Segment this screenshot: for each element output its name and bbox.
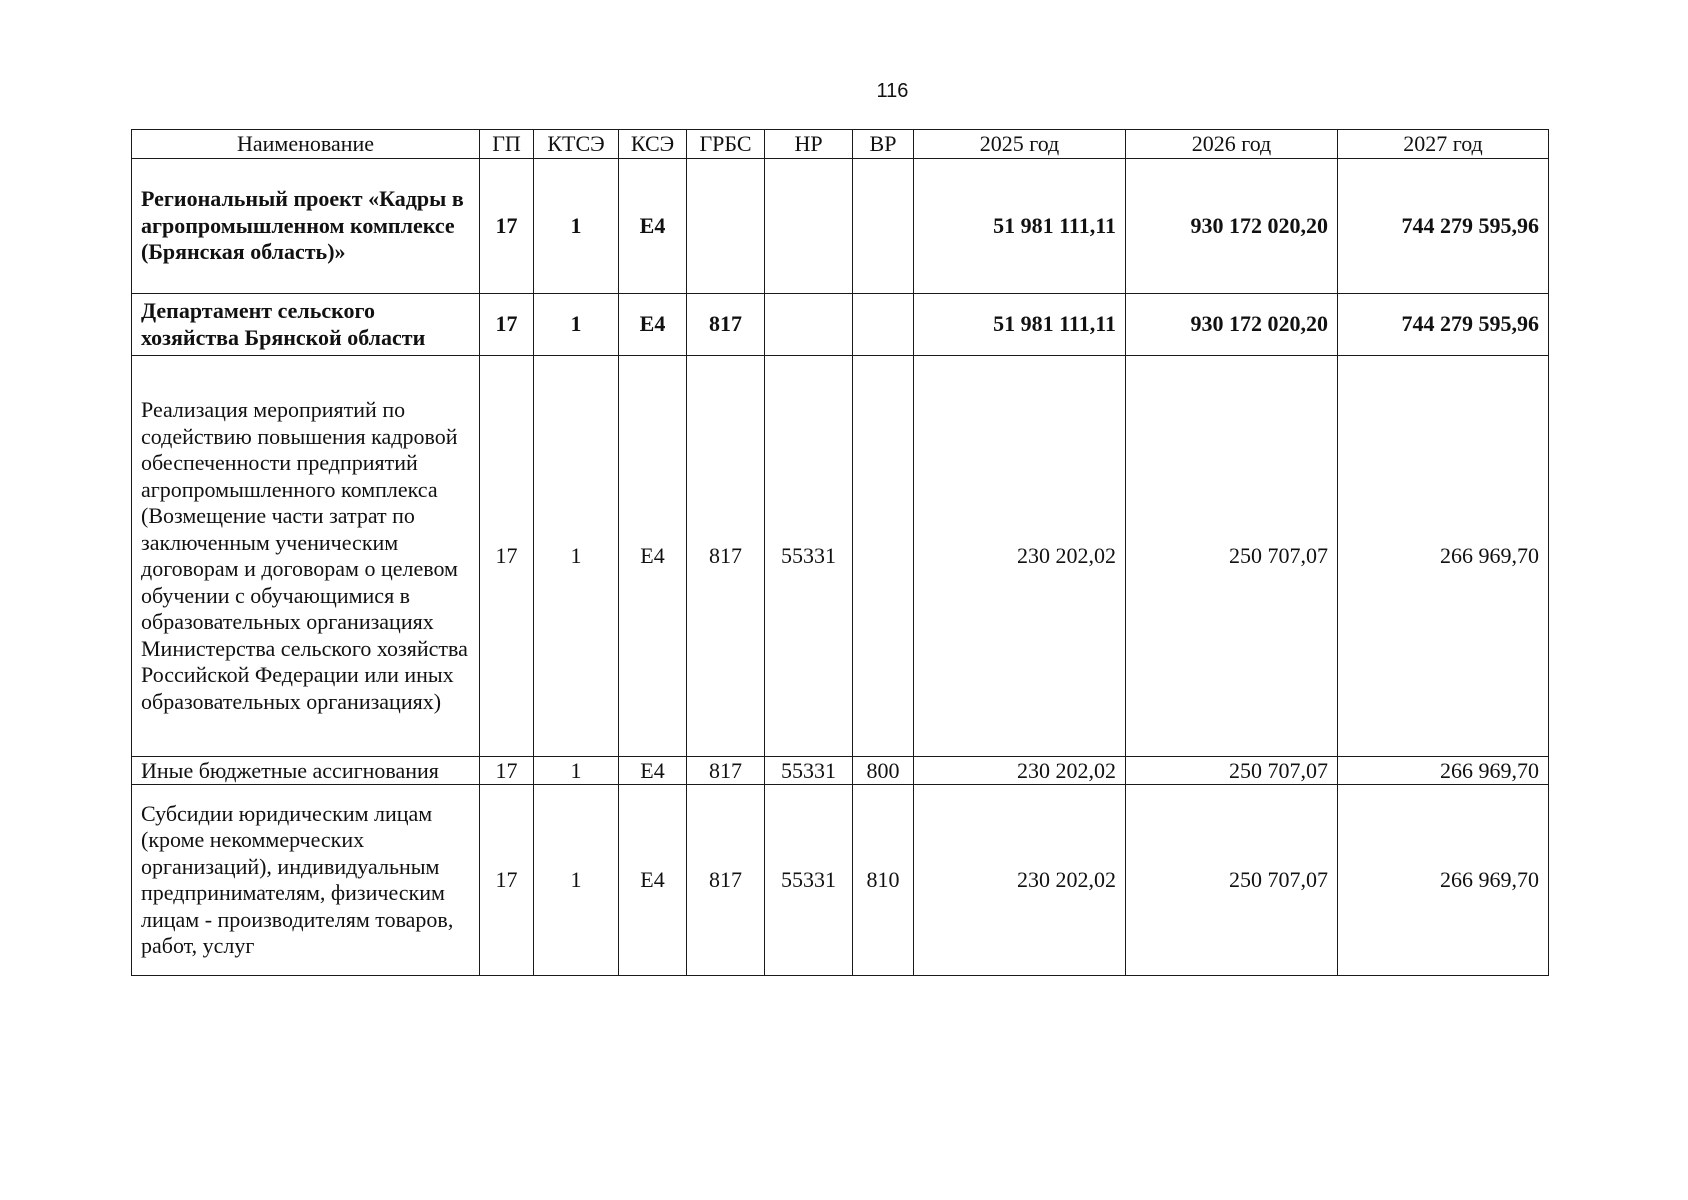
cell-2026: 250 707,07 (1126, 785, 1338, 976)
table-row (132, 294, 1549, 356)
cell-2026: 250 707,07 (1126, 757, 1338, 785)
cell-grbs: 817 (687, 294, 765, 356)
cell-2025: 230 202,02 (914, 757, 1126, 785)
cell-name: Региональный проект «Кадры в агропромышленном комплексе (Брянская область)» (132, 159, 480, 294)
cell-vr (853, 294, 914, 356)
cell-nr: 55331 (765, 785, 853, 976)
cell-vr: 810 (853, 785, 914, 976)
table-row (132, 159, 1549, 294)
cell-grbs (687, 159, 765, 294)
cell-name: Субсидии юридическим лицам (кроме некоммерческих организаций), индивидуальным предпринимателям, физическим лицам - производителям товаров, работ, услуг (132, 785, 480, 976)
cell-name: Департамент сельского хозяйства Брянской области (132, 294, 480, 356)
header-name: Наименование (132, 130, 480, 159)
cell-ktse: 1 (534, 356, 619, 757)
cell-grbs: 817 (687, 757, 765, 785)
cell-2025: 51 981 111,11 (914, 159, 1126, 294)
header-ktse: КТСЭ (534, 130, 619, 159)
header-2027: 2027 год (1338, 130, 1549, 159)
cell-ktse: 1 (534, 757, 619, 785)
cell-2026: 930 172 020,20 (1126, 294, 1338, 356)
cell-2027: 266 969,70 (1338, 356, 1549, 757)
table-row (132, 356, 1549, 757)
cell-2027: 744 279 595,96 (1338, 294, 1549, 356)
cell-vr (853, 356, 914, 757)
cell-2025: 51 981 111,11 (914, 294, 1126, 356)
cell-name: Реализация мероприятий по содействию повышения кадровой обеспеченности предприятий агропромышленного комплекса (Возмещение части затрат по заключенным ученическим договорам и договорам о целевом обучении с обучающимися в образовательных организациях Министерства сельского хозяйства Российской Федерации или иных образовательных организациях) (132, 356, 480, 757)
cell-2026: 930 172 020,20 (1126, 159, 1338, 294)
cell-gp: 17 (480, 294, 534, 356)
cell-ktse: 1 (534, 159, 619, 294)
cell-vr (853, 159, 914, 294)
header-nr: НР (765, 130, 853, 159)
cell-2027: 744 279 595,96 (1338, 159, 1549, 294)
header-row (132, 130, 1549, 159)
header-grbs: ГРБС (687, 130, 765, 159)
cell-gp: 17 (480, 356, 534, 757)
cell-2027: 266 969,70 (1338, 757, 1549, 785)
cell-nr: 55331 (765, 356, 853, 757)
cell-2027: 266 969,70 (1338, 785, 1549, 976)
budget-table (131, 129, 1549, 976)
cell-grbs: 817 (687, 356, 765, 757)
header-2026: 2026 год (1126, 130, 1338, 159)
cell-gp: 17 (480, 785, 534, 976)
cell-nr: 55331 (765, 757, 853, 785)
cell-ktse: 1 (534, 785, 619, 976)
table-row (132, 785, 1549, 976)
cell-nr (765, 159, 853, 294)
cell-kse: Е4 (619, 356, 687, 757)
header-kse: КСЭ (619, 130, 687, 159)
cell-vr: 800 (853, 757, 914, 785)
cell-kse: Е4 (619, 294, 687, 356)
cell-gp: 17 (480, 757, 534, 785)
table-row (132, 757, 1549, 785)
cell-2025: 230 202,02 (914, 785, 1126, 976)
cell-name: Иные бюджетные ассигнования (132, 757, 480, 785)
cell-2026: 250 707,07 (1126, 356, 1338, 757)
cell-ktse: 1 (534, 294, 619, 356)
cell-kse: Е4 (619, 757, 687, 785)
header-gp: ГП (480, 130, 534, 159)
cell-nr (765, 294, 853, 356)
cell-grbs: 817 (687, 785, 765, 976)
cell-kse: Е4 (619, 159, 687, 294)
cell-gp: 17 (480, 159, 534, 294)
header-vr: ВР (853, 130, 914, 159)
header-2025: 2025 год (914, 130, 1126, 159)
cell-kse: Е4 (619, 785, 687, 976)
page-number: 116 (876, 80, 909, 102)
cell-2025: 230 202,02 (914, 356, 1126, 757)
